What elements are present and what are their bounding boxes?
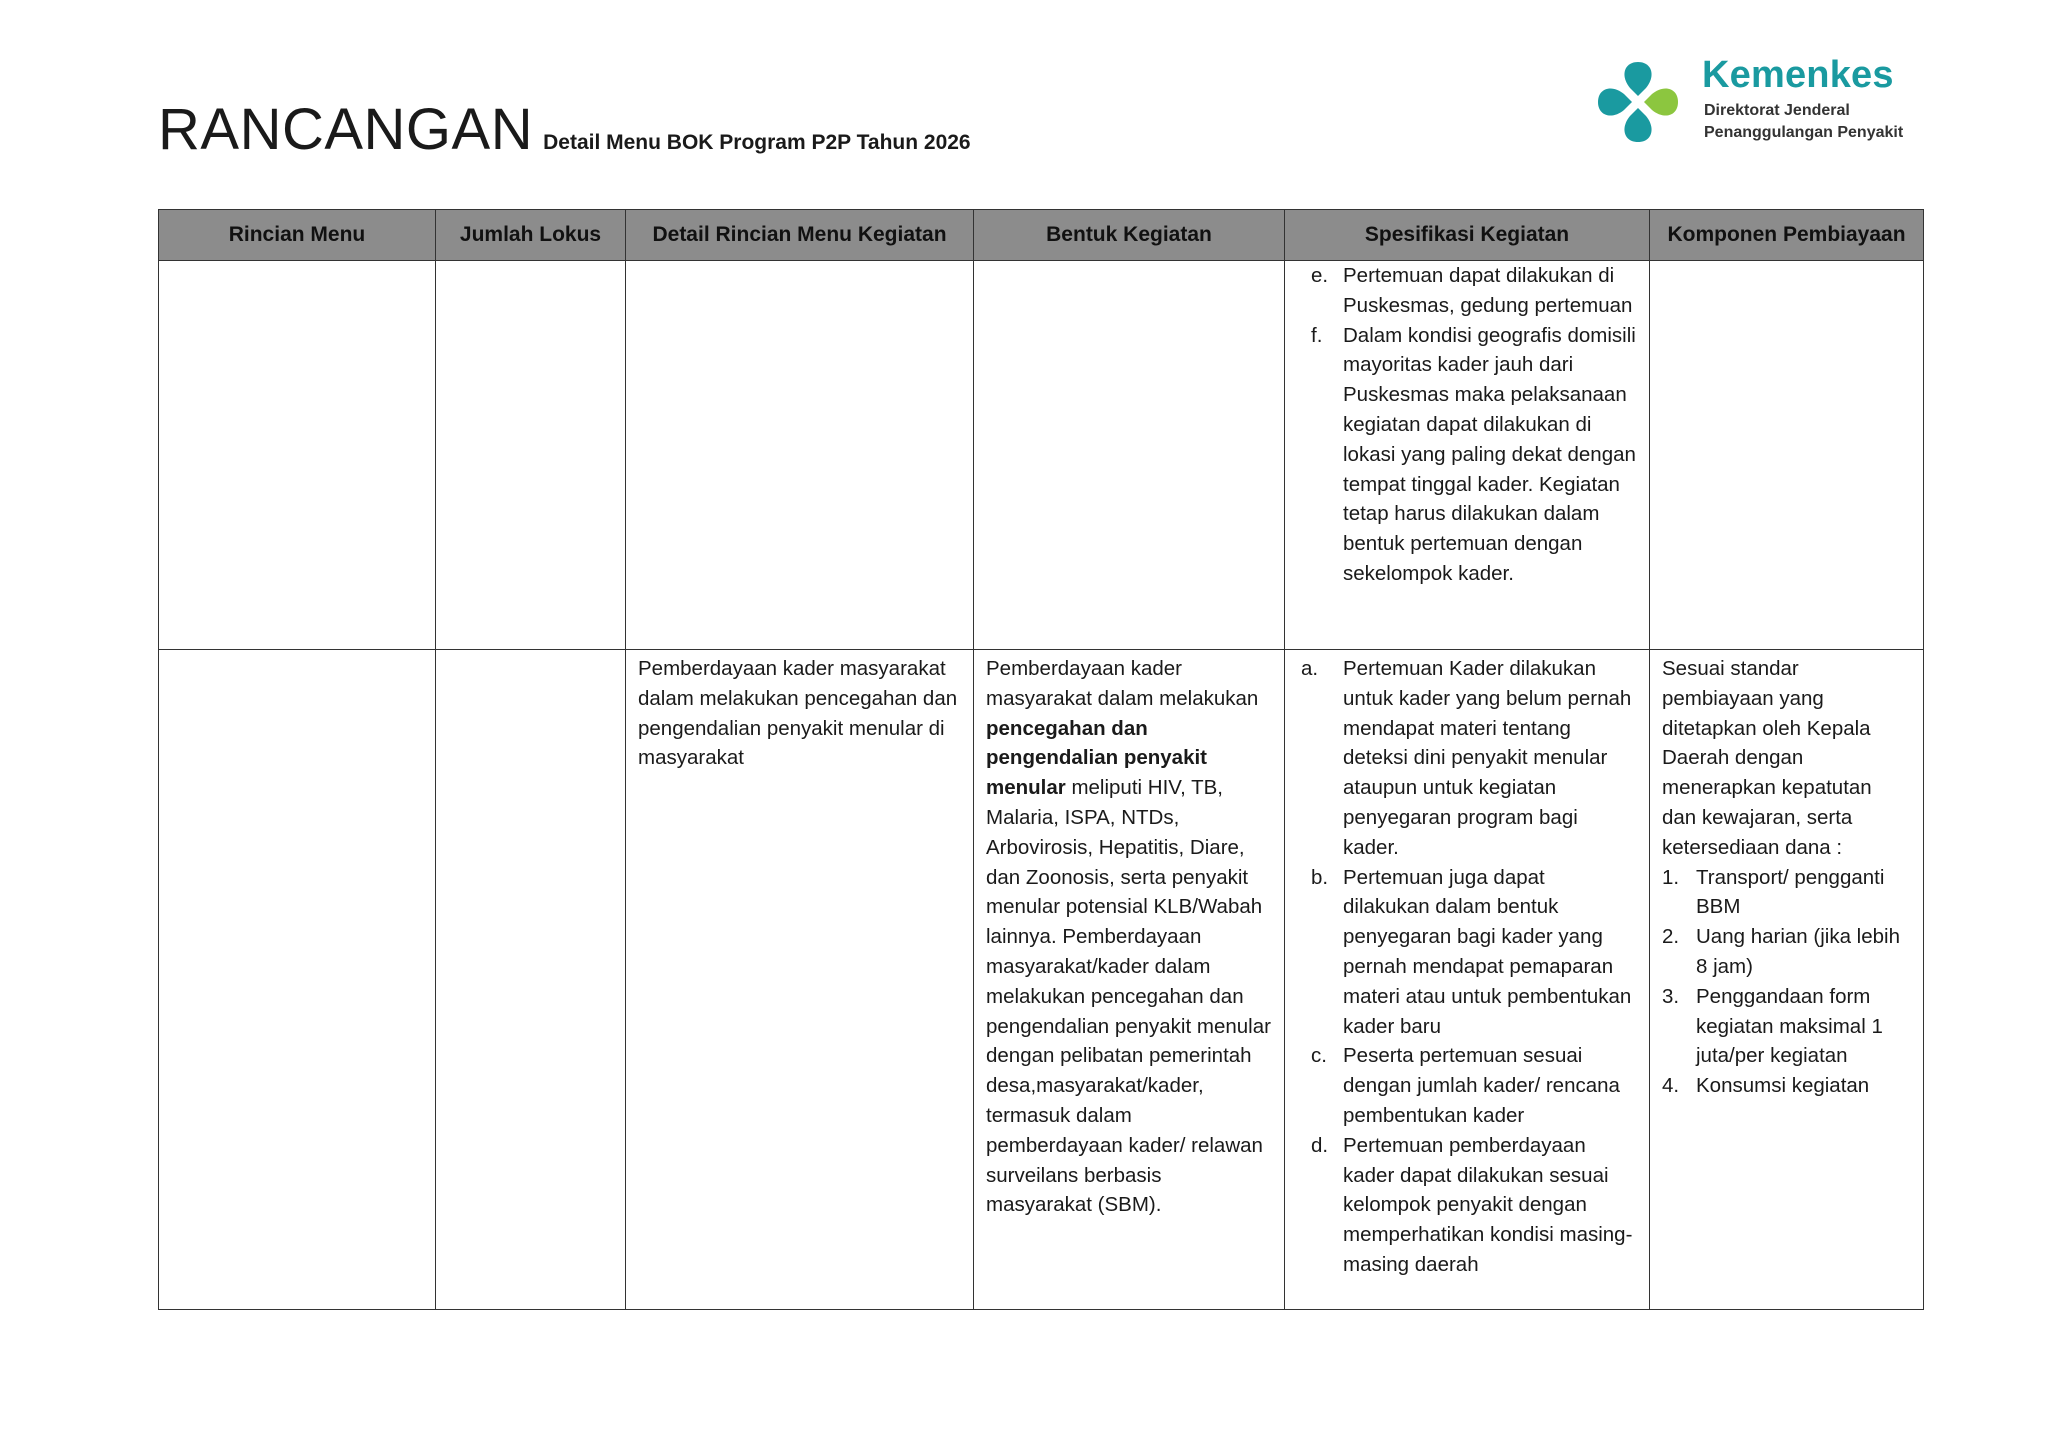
list-item-text: Pertemuan juga dapat dilakukan dalam bentuk penyegaran bagi kader yang pernah mendapat pemaparan materi atau untuk pembentukan kader baru <box>1343 865 1632 1038</box>
bentuk-text-part-1: Pemberdayaan kader masyarakat dalam melakukan <box>986 657 1259 710</box>
list-marker: 2. <box>1662 925 1680 949</box>
menu-detail-table <box>158 209 1924 1310</box>
list-item-text: Pertemuan pemberdayaan kader dapat dilakukan sesuai kelompok penyakit dengan memperhatikan kondisi masing-masing daerah <box>1343 1133 1633 1276</box>
document-title: RANCANGAN <box>158 97 534 162</box>
column-header-rincian-menu: Rincian Menu <box>159 210 436 261</box>
table-row <box>159 261 1924 650</box>
list-marker: 4. <box>1662 1074 1680 1098</box>
list-item-text: Konsumsi kegiatan <box>1696 1074 1870 1098</box>
cell-jumlah-lokus <box>436 261 626 650</box>
table-header-row <box>159 210 1924 261</box>
list-item-text: Pertemuan dapat dilakukan di Puskesmas, gedung pertemuan <box>1343 264 1633 317</box>
page-title-block <box>158 96 971 163</box>
detail-rincian-text: Pemberdayaan kader masyarakat dalam melakukan pencegahan dan pengendalian penyakit menular di masyarakat <box>638 657 958 770</box>
cell-bentuk-kegiatan <box>974 261 1285 650</box>
list-marker: e. <box>1311 264 1329 287</box>
cell-rincian-menu <box>159 261 436 650</box>
list-item <box>1297 654 1637 863</box>
list-marker: 1. <box>1662 865 1680 889</box>
list-item <box>1662 922 1911 982</box>
list-item <box>1662 1071 1911 1101</box>
cell-detail-rincian <box>626 650 974 1310</box>
list-item <box>1662 982 1911 1071</box>
cell-spesifikasi <box>1285 650 1650 1310</box>
cell-rincian-menu <box>159 650 436 1310</box>
komponen-list <box>1662 863 1911 1101</box>
logo-line-1: Direktorat Jenderal <box>1704 102 1850 119</box>
list-marker: b. <box>1311 865 1329 889</box>
column-header-detail-rincian: Detail Rincian Menu Kegiatan <box>626 210 974 261</box>
spesifikasi-list <box>1297 654 1637 1280</box>
list-item-text: Uang harian (jika lebih 8 jam) <box>1696 925 1900 978</box>
logo-line-2: Penanggulangan Penyakit <box>1704 124 1904 141</box>
list-marker: d. <box>1311 1133 1329 1157</box>
column-header-komponen: Komponen Pembiayaan <box>1650 210 1924 261</box>
spesifikasi-list <box>1297 261 1637 589</box>
list-item-text: Transport/ pengganti BBM <box>1696 865 1885 919</box>
bentuk-text-part-2: meliputi HIV, TB, Malaria, ISPA, NTDs, Arbovirosis, Hepatitis, Diare, dan Zoonosis, serta penyakit menular potensial KLB/Wabah lainnya. Pemberdayaan masyarakat/kader dalam melakukan pencegahan dan pengendalian penyakit menular dengan pelibatan pemerintah desa,masyarakat/kader, termasuk dalam pemberdayaan kader/ relawan surveilans berbasis masyarakat (SBM). <box>986 776 1271 1217</box>
cell-bentuk-kegiatan <box>974 650 1285 1310</box>
column-header-spesifikasi: Spesifikasi Kegiatan <box>1285 210 1650 261</box>
cell-komponen <box>1650 650 1924 1310</box>
kemenkes-logo-icon <box>1590 56 1686 148</box>
list-item <box>1297 863 1637 1042</box>
list-item <box>1297 261 1637 321</box>
cell-komponen <box>1650 261 1924 650</box>
list-item <box>1297 1131 1637 1280</box>
list-marker: 3. <box>1662 984 1680 1008</box>
kemenkes-logo <box>1590 54 1950 154</box>
list-marker: a. <box>1301 657 1319 680</box>
document-subtitle: Detail Menu BOK Program P2P Tahun 2026 <box>543 131 971 154</box>
cell-spesifikasi <box>1285 261 1650 650</box>
list-item-text: Dalam kondisi geografis domisili mayoritas kader jauh dari Puskesmas maka pelaksanaan kegiatan dapat dilakukan di lokasi yang paling dekat dengan tempat tinggal kader. Kegiatan tetap harus dilakukan dalam bentuk pertemuan dengan sekelompok kader. <box>1343 323 1636 585</box>
list-item <box>1662 863 1911 923</box>
cell-jumlah-lokus <box>436 650 626 1310</box>
list-marker: f. <box>1311 323 1323 347</box>
cell-detail-rincian <box>626 261 974 650</box>
list-item-text: Penggandaan form kegiatan maksimal 1 juta/per kegiatan <box>1696 984 1883 1068</box>
komponen-intro: Sesuai standar pembiayaan yang ditetapkan oleh Kepala Daerah dengan menerapkan kepatutan dan kewajaran, serta ketersediaan dana : <box>1662 657 1872 859</box>
list-item-text: Pertemuan Kader dilakukan untuk kader yang belum pernah mendapat materi tentang deteksi dini penyakit menular ataupun untuk kegiatan penyegaran program bagi kader. <box>1343 657 1632 859</box>
list-item <box>1297 321 1637 589</box>
bentuk-kegiatan-text <box>986 654 1272 1220</box>
list-marker: c. <box>1311 1044 1327 1068</box>
bentuk-text-bold: pencegahan dan pengendalian penyakit menular <box>986 716 1207 800</box>
list-item <box>1297 1041 1637 1130</box>
column-header-bentuk-kegiatan: Bentuk Kegiatan <box>974 210 1285 261</box>
list-item-text: Peserta pertemuan sesuai dengan jumlah kader/ rencana pembentukan kader <box>1343 1044 1620 1127</box>
table-row <box>159 650 1924 1310</box>
logo-brand-name: Kemenkes <box>1702 54 1894 96</box>
column-header-jumlah-lokus: Jumlah Lokus <box>436 210 626 261</box>
